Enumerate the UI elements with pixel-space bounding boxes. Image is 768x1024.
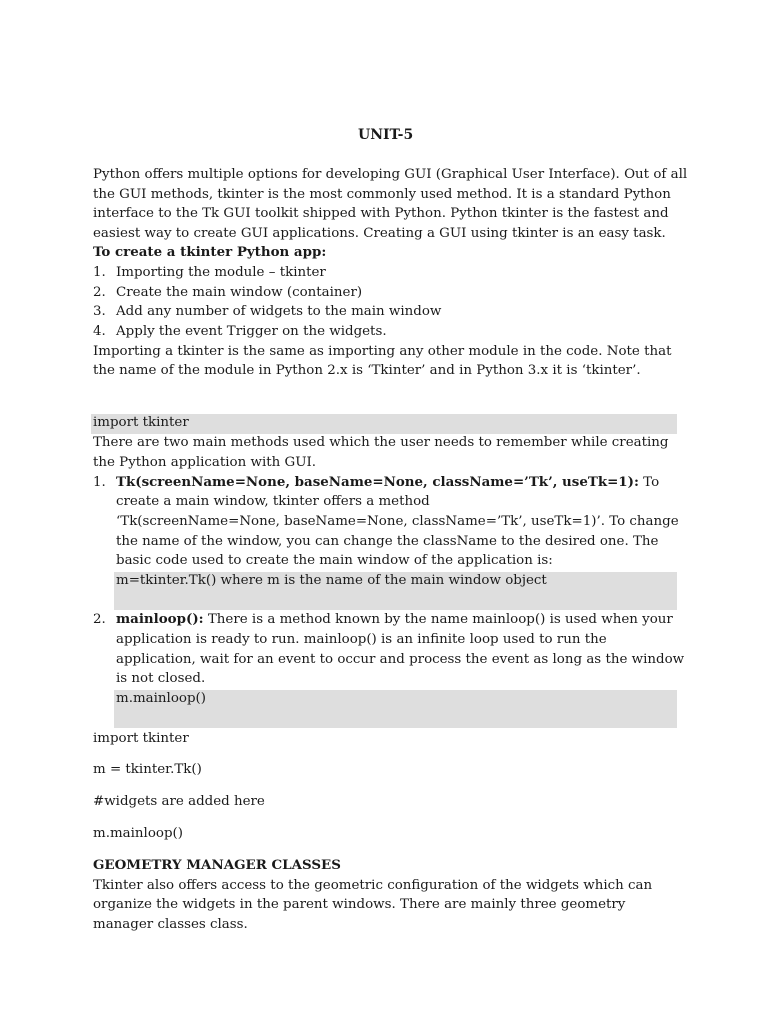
code-import: import tkinter (93, 415, 189, 430)
method1-first-line (116, 473, 659, 493)
methods-intro-line: There are two main methods used which the user needs to remember while creating (93, 435, 669, 450)
geometry-line: Tkinter also offers access to the geometric configuration of the widgets which can (93, 878, 653, 893)
step-number: 1. (93, 265, 106, 280)
method1-first-rest: To (638, 475, 660, 490)
method-number: 1. (93, 475, 106, 490)
geometry-heading: GEOMETRY MANAGER CLASSES (93, 857, 341, 873)
import-note-line: the name of the module in Python 2.x is ‘Tkinter’ and in Python 3.x it is ‘tkinter’. (93, 363, 641, 378)
intro-line: the GUI methods, tkinter is the most commonly used method. It is a standard Python (93, 187, 671, 202)
geometry-line: organize the widgets in the parent windows. There are mainly three geometry (93, 897, 626, 912)
method1-line: create a main window, tkinter offers a method (116, 494, 430, 509)
import-note-line: Importing a tkinter is the same as importing any other module in the code. Note that (93, 344, 672, 359)
intro-line: Python offers multiple options for developing GUI (Graphical User Interface). Out of all (93, 167, 688, 182)
method1-name: Tk(screenName=None, baseName=None, className=’Tk’, useTk=1): (116, 474, 639, 490)
step-number: 4. (93, 324, 106, 339)
method2-line: application is ready to run. mainloop() is an infinite loop used to run the (116, 632, 607, 647)
example-code-line: import tkinter (93, 731, 189, 746)
intro-line: easiest way to create GUI applications. Creating a GUI using tkinter is an easy task. (93, 226, 666, 241)
method1-line: the name of the window, you can change the className to the desired one. The (116, 534, 659, 549)
step-number: 3. (93, 304, 106, 319)
page-title: UNIT-5 (358, 127, 414, 143)
method-number: 2. (93, 612, 106, 627)
method2-line: is not closed. (116, 671, 206, 686)
intro-line: interface to the Tk GUI toolkit shipped with Python. Python tkinter is the fastest and (93, 206, 669, 221)
method1-line: basic code used to create the main window of the application is: (116, 553, 553, 568)
step-text: Importing the module – tkinter (116, 265, 326, 280)
methods-intro-line: the Python application with GUI. (93, 455, 317, 470)
method2-line: application, wait for an event to occur and process the event as long as the window (116, 652, 685, 667)
method2-code: m.mainloop() (116, 691, 206, 706)
step-text: Apply the event Trigger on the widgets. (116, 324, 387, 339)
method2-first-rest: There is a method known by the name mainloop() is used when your (203, 612, 673, 627)
example-code-line: m = tkinter.Tk() (93, 762, 202, 777)
method1-line: ‘Tk(screenName=None, baseName=None, className=’Tk’, useTk=1)’. To change (116, 514, 679, 529)
example-code-line: m.mainloop() (93, 826, 183, 841)
step-number: 2. (93, 285, 106, 300)
step-text: Add any number of widgets to the main window (116, 304, 442, 319)
method1-code: m=tkinter.Tk() where m is the name of the main window object (116, 573, 547, 588)
method2-name: mainloop(): (116, 611, 204, 627)
example-code-line: #widgets are added here (93, 794, 265, 809)
method2-first-line (116, 610, 673, 630)
geometry-line: manager classes class. (93, 917, 248, 932)
create-heading: To create a tkinter Python app: (93, 244, 327, 260)
step-text: Create the main window (container) (116, 285, 363, 300)
